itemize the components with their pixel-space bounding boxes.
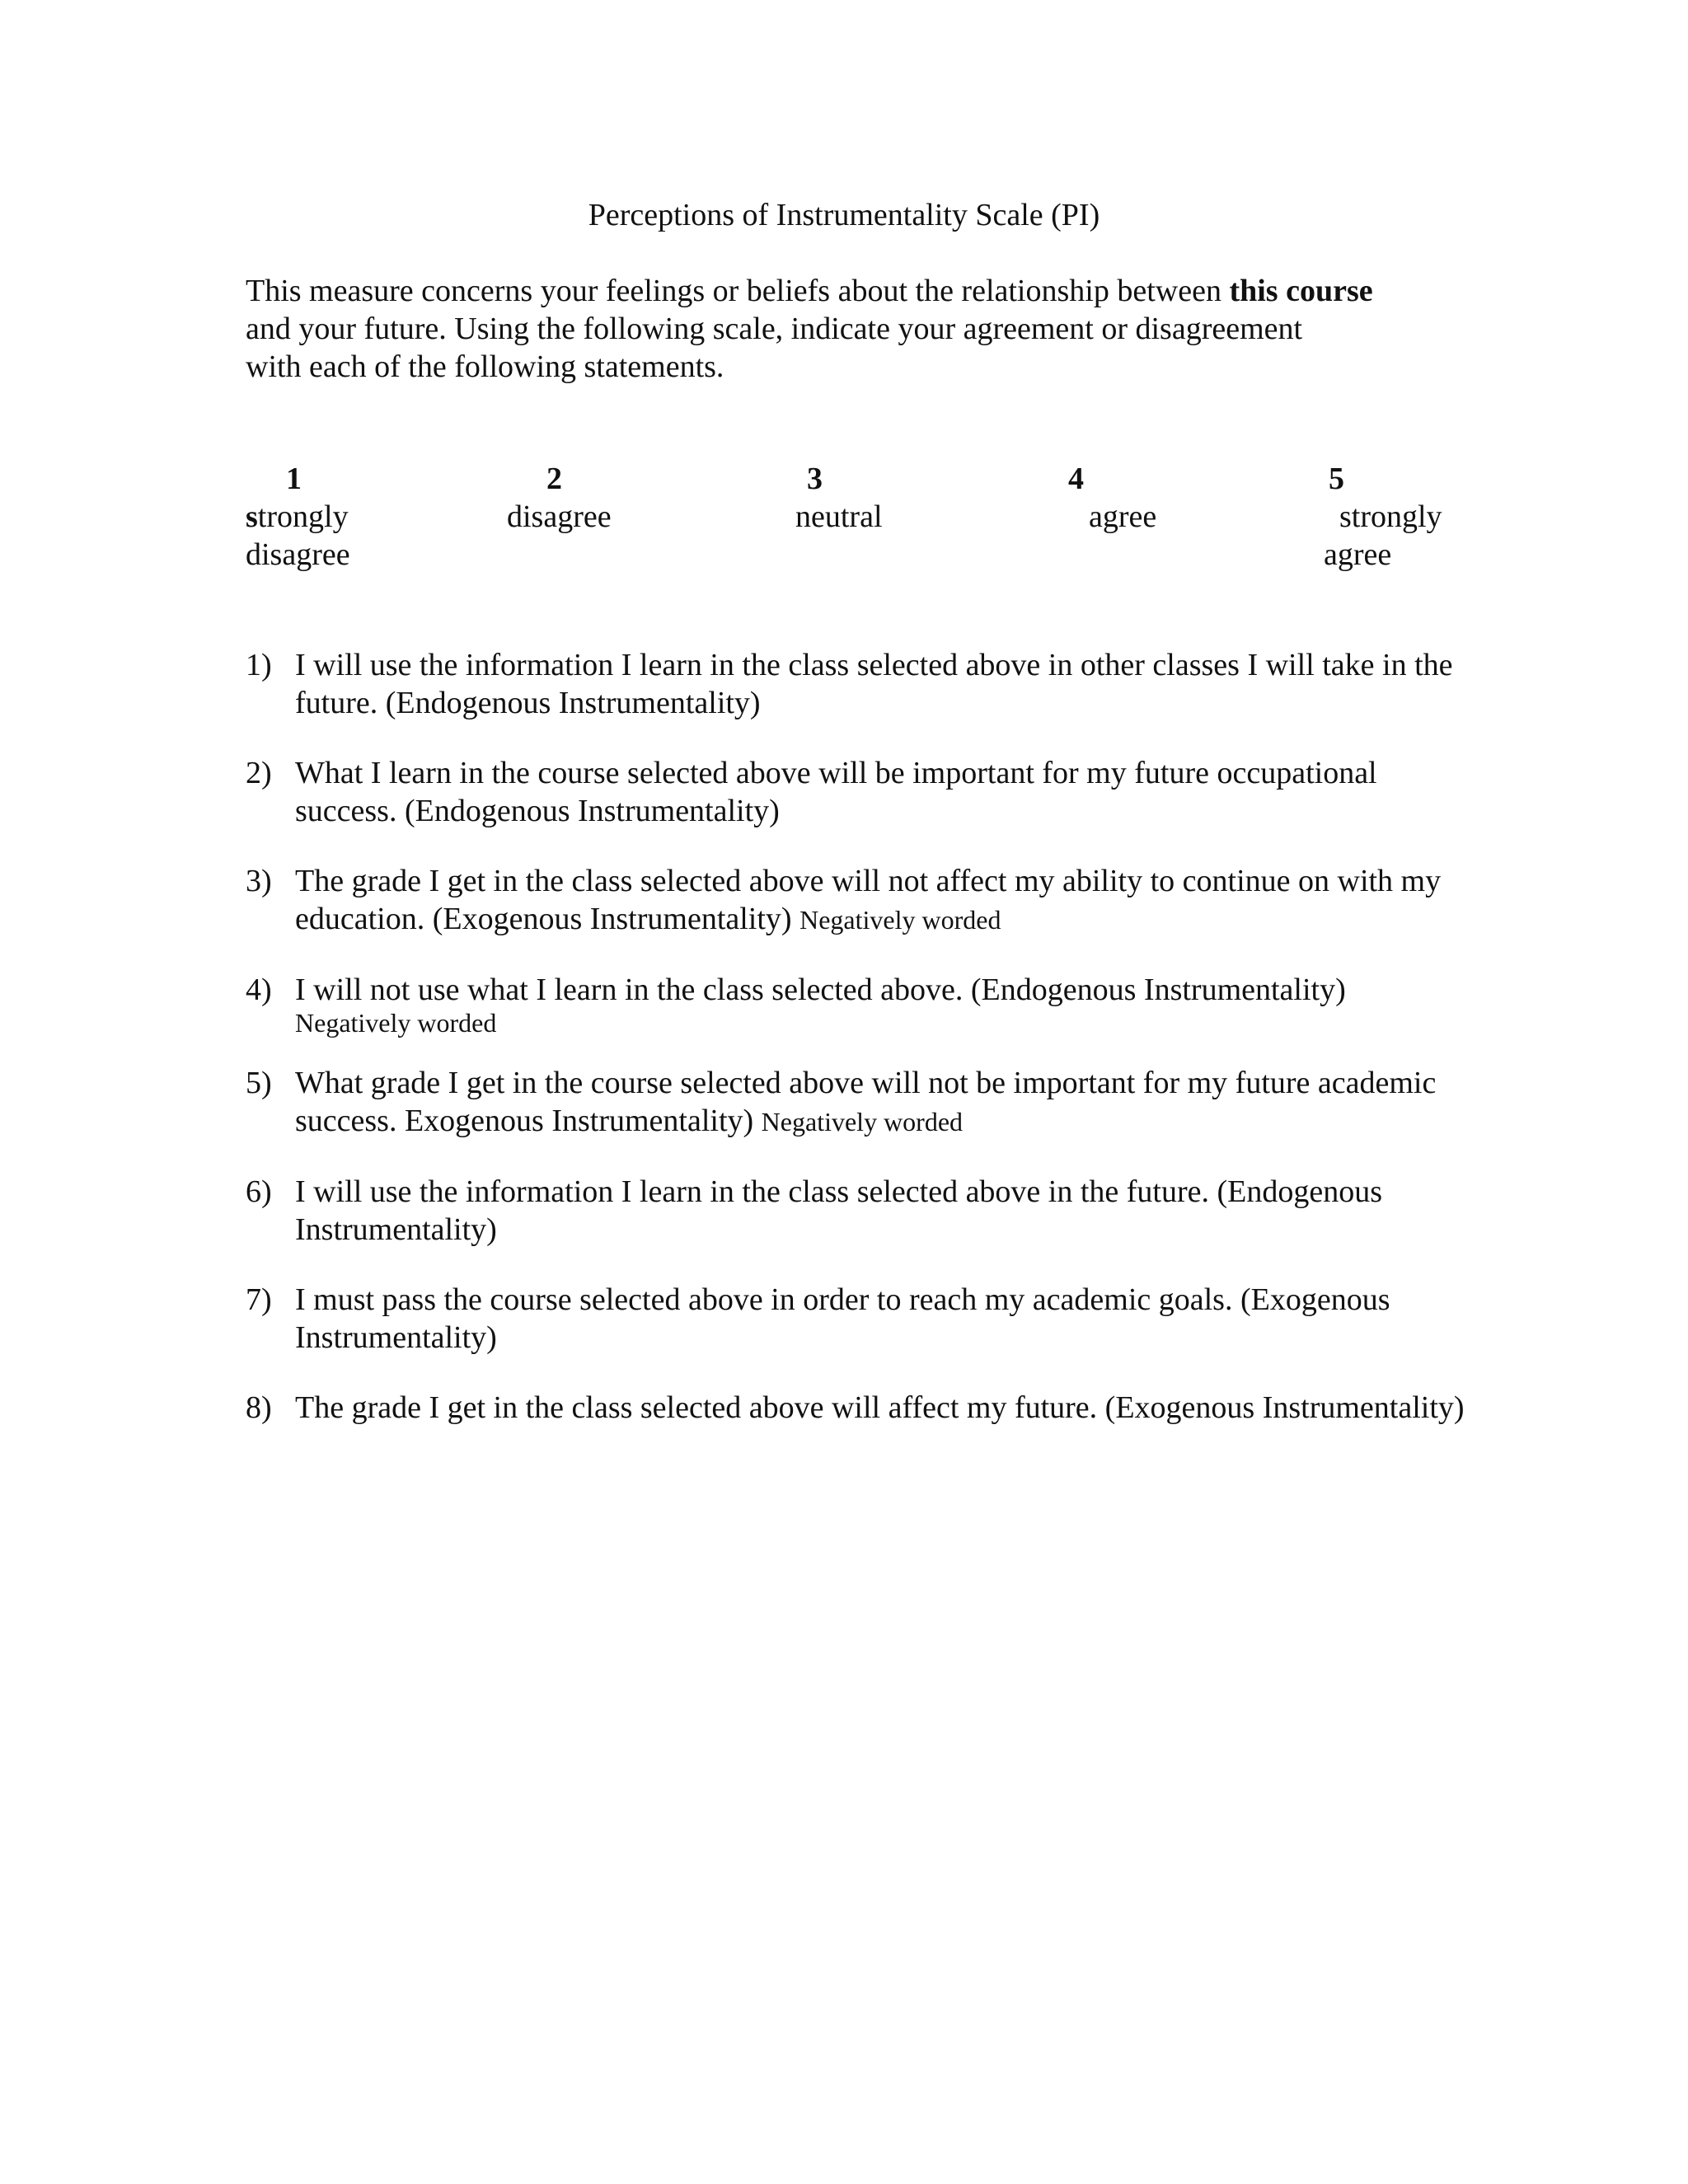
scale-label-1-first-letter: s <box>246 499 258 534</box>
item-text: I must pass the course selected above in order to reach my academic goals. (Exogenous Instrumentality) <box>295 1282 1390 1355</box>
scale-label-1 <box>246 498 349 536</box>
scale-number-2: 2 <box>546 462 562 496</box>
intro-paragraph <box>246 272 1482 386</box>
intro-line-3: with each of the following statements. <box>246 349 724 384</box>
item-text: I will not use what I learn in the class selected above. (Endogenous Instrumentality) <box>295 972 1346 1007</box>
scale-number-1: 1 <box>286 462 302 496</box>
scale-label-3: neutral <box>795 499 883 534</box>
list-item <box>246 1064 1482 1141</box>
item-number: 2) <box>246 756 272 790</box>
intro-bold-phrase: this course <box>1229 274 1373 308</box>
list-item <box>246 971 1482 1037</box>
item-number: 3) <box>246 864 272 898</box>
list-item <box>246 1389 1482 1427</box>
intro-line-1 <box>246 272 1482 310</box>
item-number: 7) <box>246 1282 272 1317</box>
item-note: Negatively worded <box>761 1107 964 1137</box>
item-text: The grade I get in the class selected above will affect my future. (Exogenous Instrumentality) <box>295 1390 1465 1425</box>
scale-number-3: 3 <box>807 462 823 496</box>
intro-line-2: and your future. Using the following scale, indicate your agreement or disagreement <box>246 312 1303 346</box>
item-text: I will use the information I learn in the class selected above in other classes I will take in the future. (Endogenous Instrumentality) <box>295 648 1453 720</box>
item-text: What I learn in the course selected above will be important for my future occupational success. (Endogenous Instrumentality) <box>295 756 1377 828</box>
scale-label-1-rest: trongly <box>257 499 349 534</box>
item-text: I will use the information I learn in the class selected above in the future. (Endogenous Instrumentality) <box>295 1174 1383 1247</box>
item-note: Negatively worded <box>295 1008 497 1038</box>
scale-label-5-line-2: agree <box>1324 537 1392 572</box>
statement-list <box>246 646 1482 1459</box>
scale-number-5: 5 <box>1329 462 1344 496</box>
item-number: 6) <box>246 1174 272 1209</box>
list-item <box>246 862 1482 939</box>
intro-line-1-text: This measure concerns your feelings or beliefs about the relationship between <box>246 274 1230 308</box>
item-number: 8) <box>246 1390 272 1425</box>
scale-label-5: strongly <box>1339 499 1442 534</box>
item-text: The grade I get in the class selected above will not affect my ability to continue on with my education. (Exogenous Instrumentality) <box>295 864 1442 936</box>
list-item <box>246 1173 1482 1249</box>
page-title: Perceptions of Instrumentality Scale (PI) <box>588 198 1100 232</box>
list-item <box>246 1281 1482 1357</box>
item-note: Negatively worded <box>799 905 1001 935</box>
item-text: What grade I get in the course selected above will not be important for my future academic success. Exogenous Instrumentality) <box>295 1066 1437 1138</box>
scale-label-2: disagree <box>507 499 612 534</box>
list-item <box>246 754 1482 830</box>
list-item <box>246 646 1482 722</box>
scale-number-4: 4 <box>1068 462 1084 496</box>
item-number: 1) <box>246 648 272 682</box>
item-number: 4) <box>246 972 272 1007</box>
scale-label-1-line-2: disagree <box>246 537 350 572</box>
item-number: 5) <box>246 1066 272 1100</box>
scale-label-4: agree <box>1089 499 1157 534</box>
